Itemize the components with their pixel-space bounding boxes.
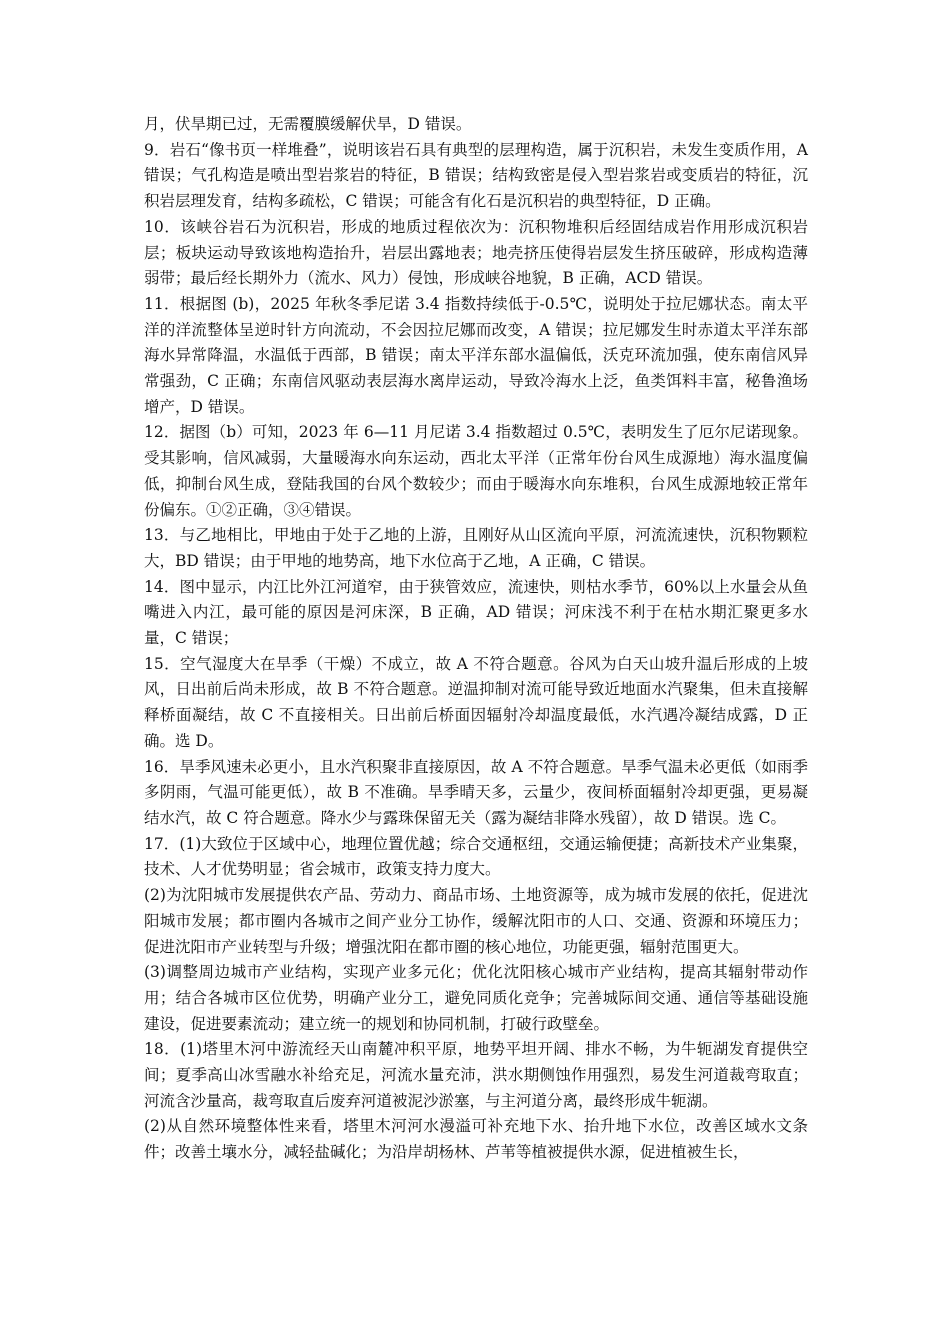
- answer-paragraph: 9．岩石“像书页一样堆叠”，说明该岩石具有典型的层理构造，属于沉积岩，未发生变质作用，A 错误；气孔构造是喷出型岩浆岩的特征，B 错误；结构致密是侵入型岩浆岩或变质岩的特征，沉积岩层理发育，结构多疏松，C 错误；可能含有化石是沉积岩的典型特征，D 正确。: [144, 140, 808, 211]
- answer-paragraph: 17．(1)大致位于区域中心，地理位置优越；综合交通枢纽，交通运输便捷；高新技术产业集聚，技术、人才优势明显；省会城市，政策支持力度大。: [144, 834, 808, 879]
- answer-paragraph: (2)为沈阳城市发展提供农产品、劳动力、商品市场、土地资源等，成为城市发展的依托，促进沈阳城市发展；都市圈内各城市之间产业分工协作，缓解沈阳市的人口、交通、资源和环境压力；促进沈阳市产业转型与升级；增强沈阳在都市圈的核心地位，功能更强，辐射范围更大。: [144, 886, 808, 956]
- answer-paragraph: (3)调整周边城市产业结构，实现产业多元化；优化沈阳核心城市产业结构，提高其辐射带动作用；结合各城市区位优势，明确产业分工，避免同质化竞争；完善城际间交通、通信等基础设施建设，促进要素流动；建立统一的规划和协同机制，打破行政壁垒。: [144, 963, 808, 1033]
- answer-paragraph: 12．据图（b）可知，2023 年 6—11 月尼诺 3.4 指数超过 0.5℃，表明发生了厄尔尼诺现象。受其影响，信风减弱，大量暖海水向东运动，西北太平洋（正常年份台风生成源地）海水温度偏低，抑制台风生成，登陆我国的台风个数较少；而由于暖海水向东堆积，台风生成源地较正常年份偏东。①②正确，③④错误。: [144, 423, 808, 519]
- answer-paragraph: 16．旱季风速未必更小，且水汽积聚非直接原因，故 A 不符合题意。旱季气温未必更低（如雨季多阴雨，气温可能更低），故 B 不准确。旱季晴天多，云量少，夜间桥面辐射冷却更强，更易凝结水汽，故 C 符合题意。降水少与露珠保留无关（露为凝结非降水残留），故 D 错误。选 C。: [144, 757, 808, 827]
- answer-paragraph: 18．(1)塔里木河中游流经天山南麓冲积平原，地势平坦开阔、排水不畅，为牛轭湖发育提供空间；夏季高山冰雪融水补给充足，河流水量充沛，洪水期侧蚀作用强烈，易发生河道裁弯取直；河流含沙量高，裁弯取直后废弃河道被泥沙淤塞，与主河道分离，最终形成牛轭湖。: [144, 1040, 808, 1110]
- answer-paragraph: 13．与乙地相比，甲地由于处于乙地的上游，且刚好从山区流向平原，河流流速快，沉积物颗粒大，BD 错误；由于甲地的地势高，地下水位高于乙地，A 正确，C 错误。: [144, 526, 808, 570]
- answer-paragraph: 15．空气湿度大在旱季（干燥）不成立，故 A 不符合题意。谷风为白天山坡升温后形成的上坡风，日出前后尚未形成，故 B 不符合题意。逆温抑制对流可能导致近地面水汽聚集，但未直接解释桥面凝结，故 C 不直接相关。日出前后桥面因辐射冷却温度最低，水汽遇冷凝结成露，D 正确。选 D。: [144, 654, 808, 750]
- answer-paragraph: 14．图中显示，内江比外江河道窄，由于狭管效应，流速快，则枯水季节，60%以上水量会从鱼嘴进入内江，最可能的原因是河床深，B 正确，AD 错误；河床浅不利于在枯水期汇聚更多水量，C 错误；: [144, 577, 808, 648]
- answer-paragraph: 10．该峡谷岩石为沉积岩，形成的地质过程依次为：沉积物堆积后经固结成岩作用形成沉积岩层；板块运动导致该地构造抬升，岩层出露地表；地壳挤压使得岩层发生挤压破碎，形成构造薄弱带；最后经长期外力（流水、风力）侵蚀，形成峡谷地貌，B 正确，ACD 错误。: [144, 217, 808, 288]
- answer-paragraph: 月，伏旱期已过，无需覆膜缓解伏旱，D 错误。: [144, 115, 472, 133]
- document-page: [144, 112, 808, 1166]
- answer-paragraph: 11．根据图 (b)，2025 年秋冬季尼诺 3.4 指数持续低于-0.5℃，说明处于拉尼娜状态。南太平洋的洋流整体呈逆时针方向流动，不会因拉尼娜而改变，A 错误；拉尼娜发生时赤道太平洋东部海水异常降温，水温低于西部，B 错误；南太平洋东部水温偏低，沃克环流加强，使东南信风异常强劲，C 正确；东南信风驱动表层海水离岸运动，导致冷海水上泛，鱼类饵料丰富，秘鲁渔场增产，D 错误。: [144, 294, 808, 416]
- answer-paragraph: (2)从自然环境整体性来看，塔里木河河水漫溢可补充地下水、抬升地下水位，改善区域水文条件；改善土壤水分，减轻盐碱化；为沿岸胡杨林、芦苇等植被提供水源，促进植被生长，: [144, 1117, 808, 1162]
